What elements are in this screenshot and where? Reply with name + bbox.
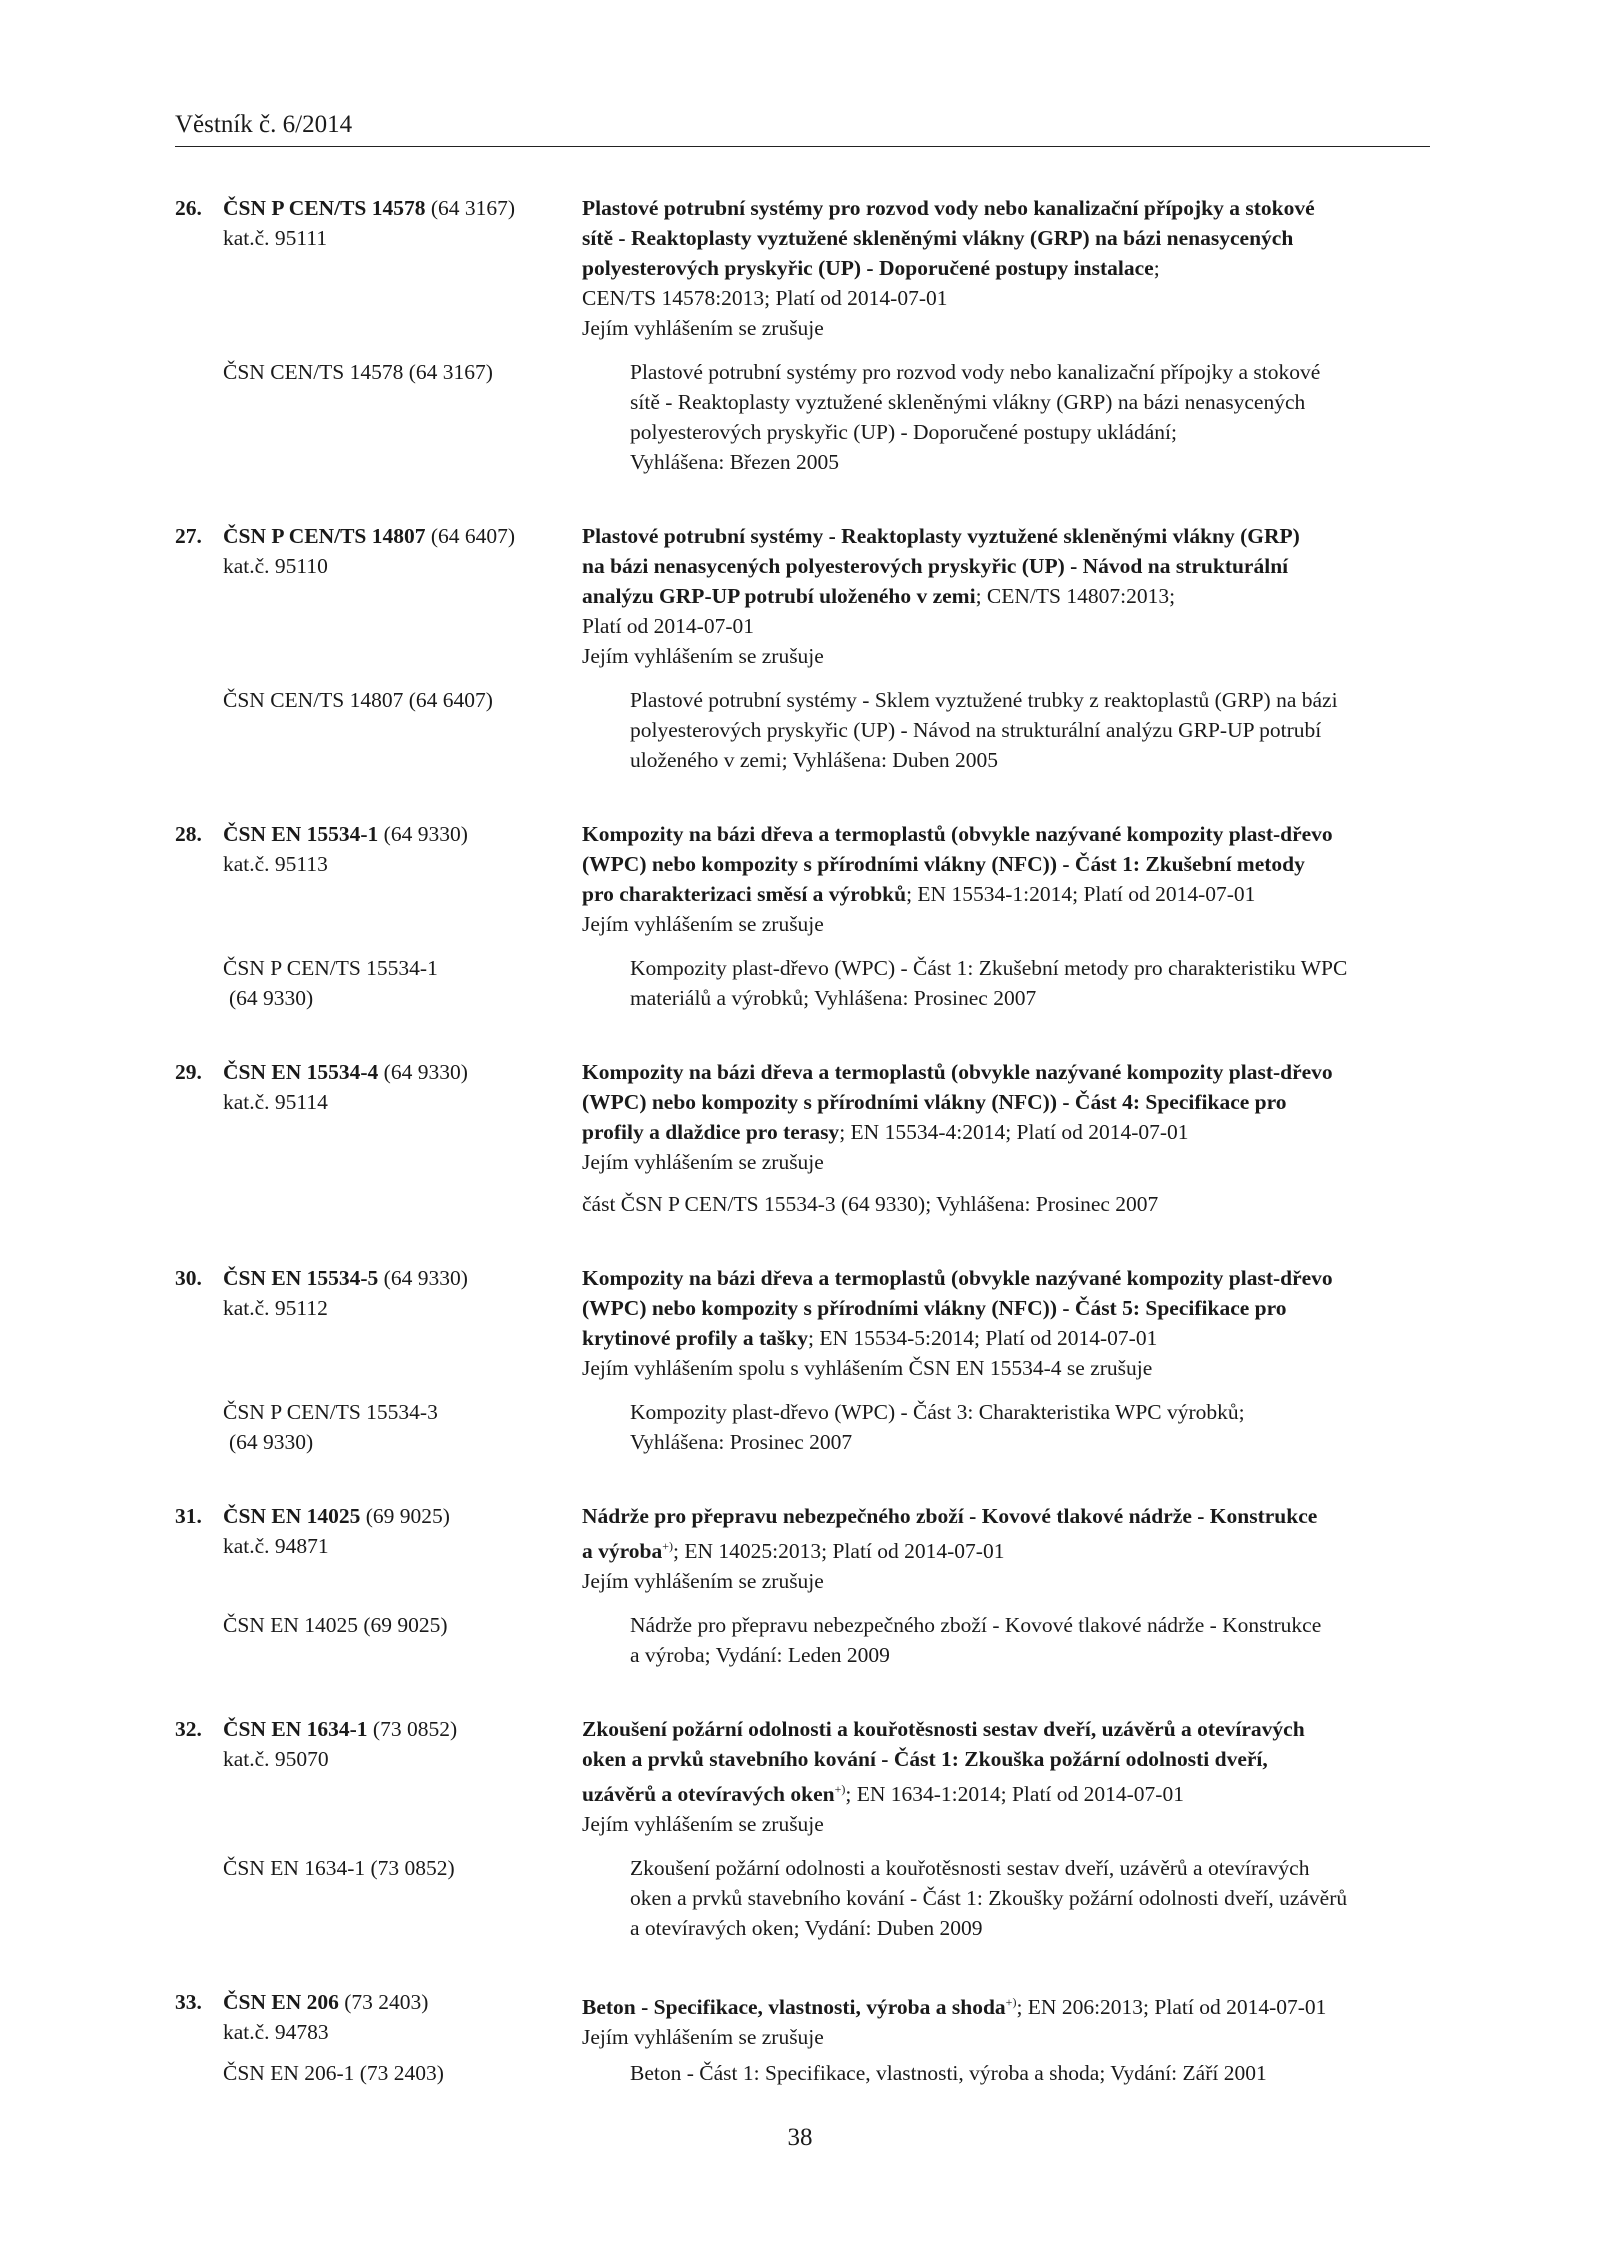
new-standard-title-line	[582, 1744, 1430, 1774]
new-standard-code-line	[175, 521, 582, 551]
new-standard-code: ČSN EN 14025	[223, 1504, 361, 1528]
new-standard-title-line	[582, 1987, 1430, 2022]
old-standard-title-line: polyesterových pryskyřic (UP) - Návod na strukturální analýzu GRP-UP potrubí	[630, 718, 1322, 742]
new-standard-code: ČSN P CEN/TS 14807	[223, 524, 426, 548]
catalog-number: kat.č. 95112	[223, 1296, 328, 1320]
new-standard-title-text: Kompozity na bázi dřeva a termoplastů (obvykle nazývané kompozity plast-dřevo	[582, 1266, 1333, 1290]
new-standard-title-text: Kompozity na bázi dřeva a termoplastů (obvykle nazývané kompozity plast-dřevo	[582, 1060, 1333, 1084]
old-standard-code: ČSN CEN/TS 14578 (64 3167)	[223, 360, 493, 384]
new-standard-title-text: sítě - Reaktoplasty vyztužené skleněnými vlákny (GRP) na bázi nenasycených	[582, 226, 1294, 250]
standard-entry	[175, 193, 1430, 477]
new-standard-row	[175, 521, 1430, 671]
old-standard-row	[175, 1397, 1430, 1457]
new-standard-title-line	[582, 1087, 1430, 1117]
old-standard-row	[175, 357, 1430, 477]
old-standard-title-line: sítě - Reaktoplasty vyztužené skleněnými vlákny (GRP) na bázi nenasycených	[630, 390, 1306, 414]
new-standard-info: ; CEN/TS 14807:2013;	[975, 584, 1176, 608]
old-standard-title-line: Kompozity plast-dřevo (WPC) - Část 1: Zkušební metody pro charakteristiku WPC	[630, 956, 1348, 980]
catalog-number: kat.č. 95113	[223, 852, 328, 876]
entry-number: 31.	[175, 1504, 202, 1528]
new-standard-class: (69 9025)	[365, 1504, 450, 1528]
new-standard-title-line	[582, 1293, 1430, 1323]
entry-number: 28.	[175, 822, 202, 846]
new-standard-code-line	[175, 1501, 582, 1531]
new-standard-info: ;	[1153, 256, 1160, 280]
old-standard-row	[175, 685, 1430, 775]
new-standard-title-line	[582, 1714, 1430, 1744]
old-standard-code-cell	[175, 685, 630, 775]
new-standard-class: (73 2403)	[344, 1990, 429, 2015]
repeal-note: Jejím vyhlášením se zrušuje	[582, 912, 824, 936]
new-standard-title-text: a výroba	[582, 1539, 663, 1564]
old-standard-description	[630, 685, 1430, 775]
new-standard-code: ČSN P CEN/TS 14578	[223, 196, 426, 220]
new-standard-title-line	[582, 581, 1430, 611]
old-standard-row	[175, 1610, 1430, 1670]
standard-entry	[175, 1714, 1430, 1943]
page-number: 38	[787, 2124, 813, 2151]
standard-entry	[175, 1057, 1430, 1219]
new-standard-title-text: (WPC) nebo kompozity s přírodními vlákny (NFC)) - Část 5: Specifikace pro	[582, 1296, 1287, 1320]
standard-entry	[175, 1501, 1430, 1670]
old-standard-description	[630, 1610, 1430, 1670]
old-standard-description	[630, 1853, 1430, 1943]
new-standard-title-line	[582, 1323, 1430, 1353]
new-standard-title-line	[582, 819, 1430, 849]
new-standard-code-cell	[175, 521, 582, 671]
new-standard-code-line	[175, 819, 582, 849]
standard-entry	[175, 1987, 1430, 2088]
new-standard-info: ; EN 15534-1:2014; Platí od 2014-07-01	[906, 882, 1256, 906]
repeal-note: Jejím vyhlášením se zrušuje	[582, 644, 824, 668]
entry-number: 30.	[175, 1266, 202, 1290]
repeal-note: Jejím vyhlášením se zrušuje	[582, 1150, 824, 1174]
catalog-number: kat.č. 95111	[223, 226, 328, 250]
new-standard-info: ; EN 15534-4:2014; Platí od 2014-07-01	[839, 1120, 1189, 1144]
old-standard-title-line: materiálů a výrobků; Vyhlášena: Prosinec 2007	[630, 986, 1037, 1010]
new-standard-title-line	[582, 193, 1430, 223]
new-standard-code: ČSN EN 15534-1	[223, 822, 379, 846]
new-standard-title-line	[582, 253, 1430, 283]
old-standard-row	[175, 953, 1430, 1013]
new-standard-title-line	[582, 1263, 1430, 1293]
new-standard-title-text: polyesterových pryskyřic (UP) - Doporučené postupy instalace	[582, 256, 1154, 280]
new-standard-row	[175, 193, 1430, 343]
new-standard-title-text: Plastové potrubní systémy - Reaktoplasty vyztužené skleněnými vlákny (GRP)	[582, 524, 1300, 548]
new-standard-code-cell	[175, 1714, 582, 1839]
new-standard-code: ČSN EN 15534-4	[223, 1060, 379, 1084]
standard-entry	[175, 521, 1430, 775]
new-standard-title-text: Beton - Specifikace, vlastnosti, výroba a shoda	[582, 1995, 1006, 2020]
old-standard-title-line: Plastové potrubní systémy pro rozvod vody nebo kanalizační přípojky a stokové	[630, 360, 1321, 384]
new-standard-info: ; EN 1634-1:2014; Platí od 2014-07-01	[845, 1782, 1184, 1807]
new-standard-description	[582, 1263, 1430, 1383]
new-standard-title-text: Plastové potrubní systémy pro rozvod vody nebo kanalizační přípojky a stokové	[582, 196, 1315, 220]
new-standard-row	[175, 1263, 1430, 1383]
old-standard-title-line: Beton - Část 1: Specifikace, vlastnosti, výroba a shoda; Vydání: Září 2001	[630, 2061, 1267, 2086]
old-standard-code: ČSN P CEN/TS 15534-1	[223, 956, 438, 980]
new-standard-description	[582, 521, 1430, 671]
repealed-part-note: část ČSN P CEN/TS 15534-3 (64 9330); Vyhlášena: Prosinec 2007	[582, 1192, 1159, 1216]
bulletin-title: Věstník č. 6/2014	[175, 111, 353, 138]
repeal-note: Jejím vyhlášením se zrušuje	[582, 1569, 824, 1594]
new-standard-code: ČSN EN 1634-1	[223, 1717, 368, 1742]
old-standard-code: ČSN EN 1634-1 (73 0852)	[223, 1856, 455, 1881]
new-standard-class: (64 3167)	[430, 196, 516, 220]
new-standard-code-cell	[175, 819, 582, 939]
new-standard-code-cell	[175, 1057, 582, 1219]
old-standard-code-cell	[175, 1853, 630, 1943]
standard-entry	[175, 819, 1430, 1013]
new-standard-title-text: uzávěrů a otevíravých oken	[582, 1782, 835, 1807]
repeal-note: Jejím vyhlášením se zrušuje	[582, 1812, 824, 1837]
new-standard-title-line	[582, 849, 1430, 879]
old-standard-description	[630, 357, 1430, 477]
repeal-note: Jejím vyhlášením se zrušuje	[582, 2025, 824, 2050]
new-standard-info: ; EN 14025:2013; Platí od 2014-07-01	[673, 1539, 1005, 1564]
old-standard-title-line: Plastové potrubní systémy - Sklem vyztužené trubky z reaktoplastů (GRP) na bázi	[630, 688, 1338, 712]
new-standard-class: (64 9330)	[383, 1266, 468, 1290]
new-standard-title-text: krytinové profily a tašky	[582, 1326, 808, 1350]
new-standard-code-line	[175, 1057, 582, 1087]
new-standard-validity: Platí od 2014-07-01	[582, 614, 754, 638]
new-standard-row	[175, 1501, 1430, 1596]
new-standard-code-line	[175, 1987, 582, 2017]
new-standard-description	[582, 1057, 1430, 1219]
old-standard-code-cell	[175, 1397, 630, 1457]
catalog-number: kat.č. 95110	[223, 554, 328, 578]
new-standard-description	[582, 1987, 1430, 2052]
entry-number: 32.	[175, 1717, 202, 1742]
new-standard-class: (73 0852)	[372, 1717, 458, 1742]
old-standard-code: ČSN CEN/TS 14807 (64 6407)	[223, 688, 493, 712]
old-standard-code: (64 9330)	[229, 986, 314, 1010]
old-standard-description	[630, 2058, 1430, 2088]
new-standard-code: ČSN EN 15534-5	[223, 1266, 379, 1290]
new-standard-title-line	[582, 1531, 1430, 1566]
new-standard-title-line	[582, 521, 1430, 551]
old-standard-title-line: Kompozity plast-dřevo (WPC) - Část 3: Charakteristika WPC výrobků;	[630, 1400, 1245, 1424]
old-standard-title-line: a otevíravých oken; Vydání: Duben 2009	[630, 1916, 983, 1941]
old-standard-code-cell	[175, 2058, 630, 2088]
new-standard-class: (64 6407)	[430, 524, 516, 548]
old-standard-code-cell	[175, 357, 630, 477]
old-standard-description	[630, 953, 1430, 1013]
new-standard-title-line	[582, 1117, 1430, 1147]
old-standard-title-line: Vyhlášena: Březen 2005	[630, 450, 839, 474]
new-standard-code-cell	[175, 1263, 582, 1383]
old-standard-title-line: Vyhlášena: Prosinec 2007	[630, 1430, 853, 1454]
catalog-number: kat.č. 94783	[223, 2020, 329, 2045]
page-header	[175, 110, 1430, 147]
new-standard-description	[582, 193, 1430, 343]
old-standard-title-line: Zkoušení požární odolnosti a kouřotěsnosti sestav dveří, uzávěrů a otevíravých	[630, 1856, 1310, 1881]
repeal-note: Jejím vyhlášením se zrušuje	[582, 316, 824, 340]
new-standard-title-line	[582, 551, 1430, 581]
old-standard-title-line: oken a prvků stavebního kování - Část 1: Zkoušky požární odolnosti dveří, uzávěrů	[630, 1886, 1348, 1911]
old-standard-code: ČSN EN 14025 (69 9025)	[223, 1613, 448, 1638]
new-standard-title-text: na bázi nenasycených polyesterových pryskyřic (UP) - Návod na strukturální	[582, 554, 1289, 578]
new-standard-title-line	[582, 223, 1430, 253]
new-standard-code-line	[175, 193, 582, 223]
repeal-note: Jejím vyhlášením spolu s vyhlášením ČSN EN 15534-4 se zrušuje	[582, 1356, 1153, 1380]
old-standard-title-line: uloženého v zemi; Vyhlášena: Duben 2005	[630, 748, 998, 772]
catalog-number: kat.č. 94871	[223, 1534, 329, 1558]
old-standard-code-cell	[175, 1610, 630, 1670]
new-standard-code-cell	[175, 1987, 582, 2052]
entry-number: 27.	[175, 524, 202, 548]
footnote-marker: +)	[1005, 1995, 1017, 2010]
old-standard-title-line: polyesterových pryskyřic (UP) - Doporučené postupy ukládání;	[630, 420, 1177, 444]
new-standard-title-text: oken a prvků stavebního kování - Část 1: Zkouška požární odolnosti dveří,	[582, 1747, 1268, 1772]
new-standard-class: (64 9330)	[383, 822, 468, 846]
new-standard-description	[582, 1714, 1430, 1839]
old-standard-title-line: Nádrže pro přepravu nebezpečného zboží - Kovové tlakové nádrže - Konstrukce	[630, 1613, 1322, 1638]
standards-list	[175, 193, 1430, 2132]
new-standard-validity: CEN/TS 14578:2013; Platí od 2014-07-01	[582, 286, 948, 310]
entry-number: 33.	[175, 1990, 202, 2015]
new-standard-title-text: Nádrže pro přepravu nebezpečného zboží - Kovové tlakové nádrže - Konstrukce	[582, 1504, 1318, 1528]
old-standard-code-cell	[175, 953, 630, 1013]
new-standard-description	[582, 1501, 1430, 1596]
catalog-number: kat.č. 95114	[223, 1090, 328, 1114]
old-standard-code: (64 9330)	[229, 1430, 314, 1454]
new-standard-row	[175, 1714, 1430, 1839]
new-standard-code-line	[175, 1714, 582, 1744]
entry-number: 29.	[175, 1060, 202, 1084]
entry-number: 26.	[175, 196, 202, 220]
old-standard-title-line: a výroba; Vydání: Leden 2009	[630, 1643, 890, 1668]
footnote-marker: +)	[662, 1539, 674, 1553]
new-standard-row	[175, 1987, 1430, 2052]
new-standard-class: (64 9330)	[383, 1060, 468, 1084]
new-standard-title-line	[582, 879, 1430, 909]
new-standard-title-line	[582, 1774, 1430, 1809]
new-standard-title-text: (WPC) nebo kompozity s přírodními vlákny (NFC)) - Část 4: Specifikace pro	[582, 1090, 1287, 1114]
new-standard-title-line	[582, 1057, 1430, 1087]
old-standard-code: ČSN EN 206-1 (73 2403)	[223, 2061, 444, 2086]
new-standard-title-text: pro charakterizaci směsí a výrobků	[582, 882, 907, 906]
footnote-marker: +)	[834, 1782, 846, 1797]
new-standard-description	[582, 819, 1430, 939]
new-standard-title-text: analýzu GRP-UP potrubí uloženého v zemi	[582, 584, 976, 608]
new-standard-title-text: (WPC) nebo kompozity s přírodními vlákny (NFC)) - Část 1: Zkušební metody	[582, 852, 1305, 876]
old-standard-row	[175, 1853, 1430, 1943]
catalog-number: kat.č. 95070	[223, 1747, 329, 1772]
new-standard-title-line	[582, 1501, 1430, 1531]
new-standard-row	[175, 1057, 1430, 1219]
old-standard-code: ČSN P CEN/TS 15534-3	[223, 1400, 438, 1424]
new-standard-title-text: Kompozity na bázi dřeva a termoplastů (obvykle nazývané kompozity plast-dřevo	[582, 822, 1333, 846]
new-standard-title-text: Zkoušení požární odolnosti a kouřotěsnosti sestav dveří, uzávěrů a otevíravých	[582, 1717, 1305, 1742]
new-standard-row	[175, 819, 1430, 939]
old-standard-description	[630, 1397, 1430, 1457]
standard-entry	[175, 1263, 1430, 1457]
new-standard-info: ; EN 206:2013; Platí od 2014-07-01	[1016, 1995, 1327, 2020]
new-standard-code-cell	[175, 193, 582, 343]
new-standard-code-cell	[175, 1501, 582, 1596]
old-standard-row	[175, 2058, 1430, 2088]
new-standard-code-line	[175, 1263, 582, 1293]
new-standard-title-text: profily a dlaždice pro terasy	[582, 1120, 840, 1144]
new-standard-info: ; EN 15534-5:2014; Platí od 2014-07-01	[807, 1326, 1158, 1350]
new-standard-code: ČSN EN 206	[223, 1990, 339, 2015]
